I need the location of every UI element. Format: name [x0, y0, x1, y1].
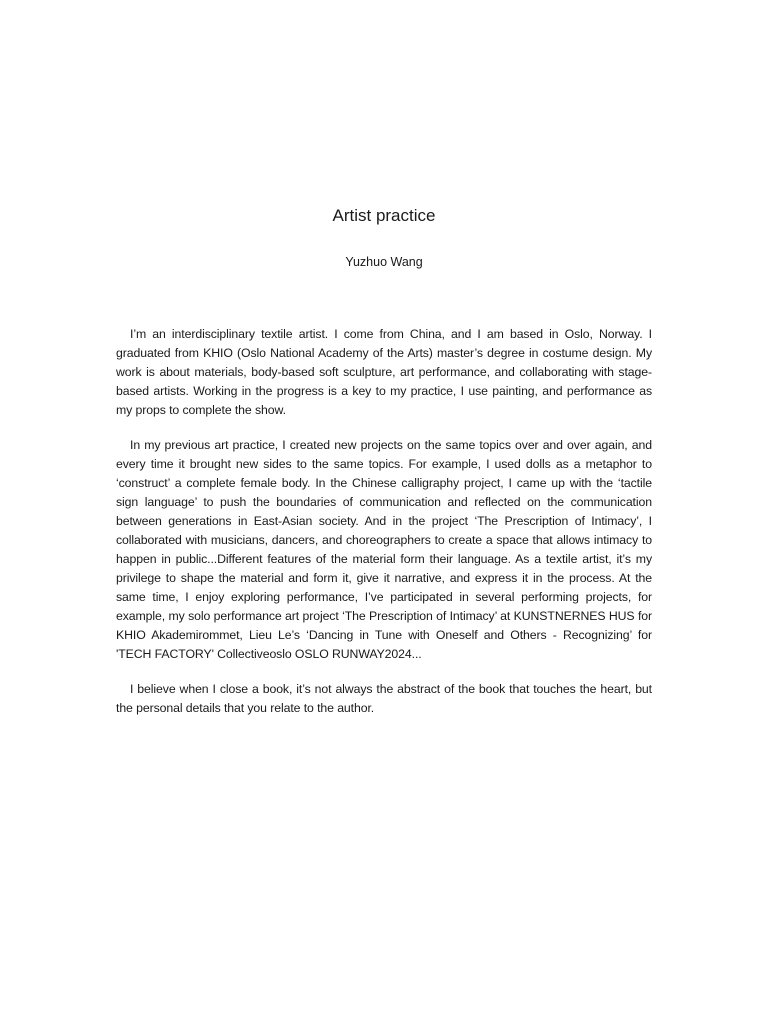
body-paragraph-1: I’m an interdisciplinary textile artist. I come from China, and I am based in Oslo, Norway. I graduated from KHIO (Oslo National Academy of the Arts) master’s degree in costume design. My work is about materials, body-based soft sculpture, art performance, and collaborating with stage-based artists. Working in the progress is a key to my practice, I use painting, and performance as my props to complete the show. [116, 327, 652, 417]
document-title: Artist practice [332, 206, 436, 225]
body-paragraph-3: I believe when I close a book, it’s not always the abstract of the book that touches the heart, but the personal details that you relate to the author. [116, 682, 652, 715]
document-author: Yuzhuo Wang [345, 255, 423, 269]
body-paragraph-2: In my previous art practice, I created new projects on the same topics over and over again, and every time it brought new sides to the same topics. For example, I used dolls as a metaphor to ‘construct’ a complete female body. In the Chinese calligraphy project, I came up with the ‘tactile sign language’ to push the boundaries of communication and reflected on the communication between generations in East-Asian society. And in the project ‘The Prescription of Intimacy’, I collaborated with musicians, dancers, and choreographers to create a space that allows intimacy to happen in public...Different features of the material form their language. As a textile artist, it’s my privilege to shape the material and form it, give it narrative, and express it in the process. At the same time, I enjoy exploring performance, I’ve participated in several performing projects, for example, my solo performance art project ‘The Prescription of Intimacy’ at KUNSTNERNES HUS for KHIO Akademirommet, Lieu Le’s ‘Dancing in Tune with Oneself and Others - Recognizing’ for 'TECH FACTORY' Collectiveoslo OSLO RUNWAY2024... [116, 438, 652, 661]
document-body [116, 325, 652, 734]
